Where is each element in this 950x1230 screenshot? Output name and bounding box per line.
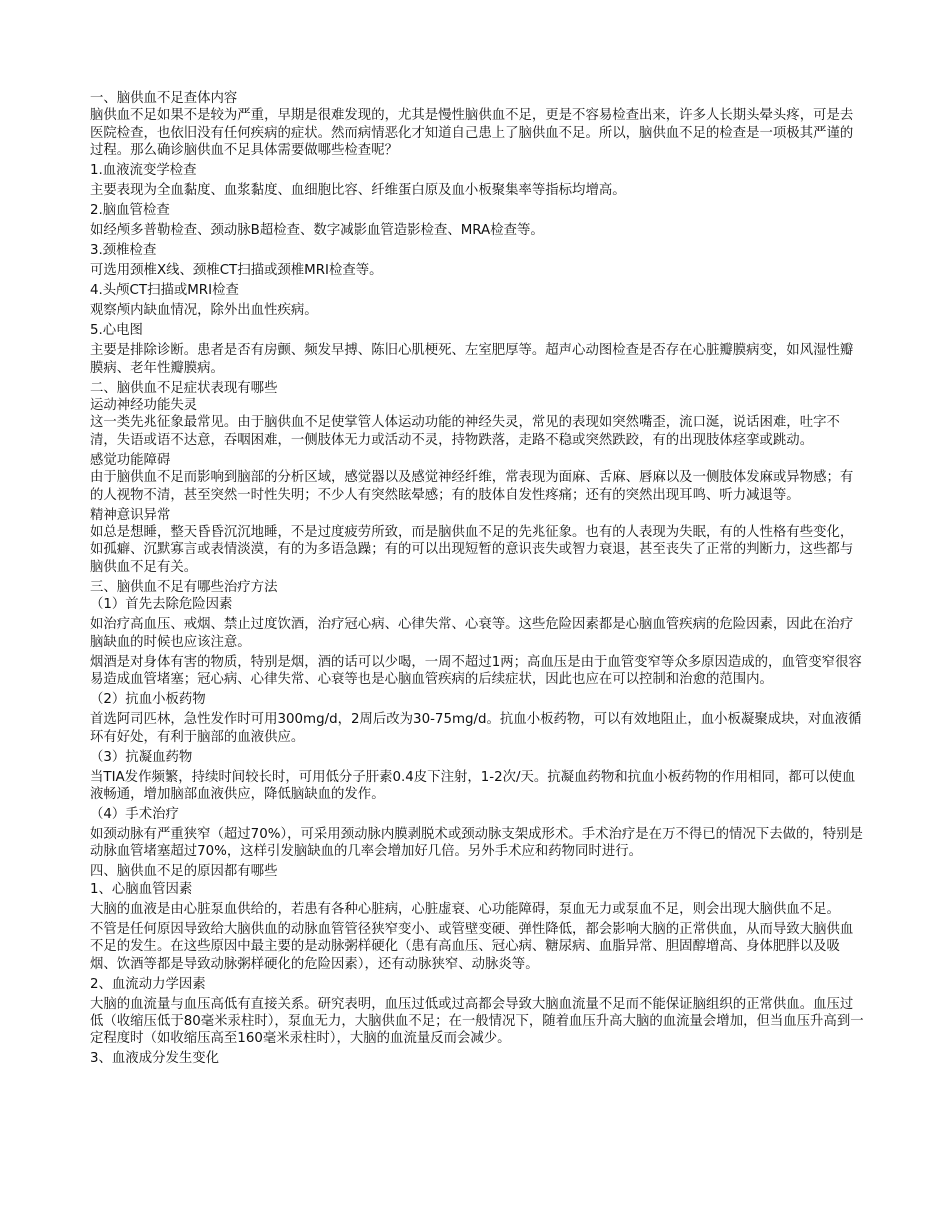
body-paragraph: 如经颅多普勒检查、颈动脉B超检查、数字减影血管造影检查、MRA检查等。 <box>90 223 544 239</box>
body-paragraph: 大脑的血流量与血压高低有直接关系。研究表明，血压过低或过高都会导致大脑血流量不足而不能保证脑组织的正常供血。血压过低（收缩压低于80毫米汞柱时），泵血无力，大脑供血不足；在一般情况下，随着血压升高大脑的血流量会增加，但当血压升高到一定程度时（如收缩压高至160毫米汞柱时），大脑的血流量反而会减少。 <box>90 996 864 1047</box>
section-heading: 精神意识异常 <box>90 507 171 523</box>
body-paragraph: 大脑的血液是由心脏泵血供给的，若患有各种心脏病，心脏虚衰、心功能障碍，泵血无力或泵血不足，则会出现大脑供血不足。 <box>90 901 840 917</box>
section-heading: 感觉功能障碍 <box>90 452 171 468</box>
body-paragraph: 不管是任何原因导致给大脑供血的动脉血管管径狭窄变小、或管壁变硬、弹性降低，都会影响大脑的正常供血，从而导致大脑供血不足的发生。在这些原因中最主要的是动脉粥样硬化（患有高血压、冠心病、糖尿病、血脂异常、胆固醇增高、身体肥胖以及吸烟、饮酒等都是导致动脉粥样硬化的危险因素），还有动脉狭窄、动脉炎等。 <box>90 921 854 972</box>
subsection-heading: （1）首先去除危险因素 <box>90 597 233 613</box>
subsection-heading: 1.血液流变学检查 <box>90 163 197 179</box>
subsection-heading: 3.颈椎检查 <box>90 243 157 259</box>
subsection-heading: 5.心电图 <box>90 323 143 339</box>
subsection-heading: 3、血液成分发生变化 <box>90 1051 220 1067</box>
body-paragraph: 观察颅内缺血情况，除外出血性疾病。 <box>90 303 318 319</box>
body-paragraph: 如治疗高血压、戒烟、禁止过度饮酒，治疗冠心病、心律失常、心衰等。这些危险因素都是心脑血管疾病的危险因素，因此在治疗脑缺血的时候也应该注意。 <box>90 617 854 650</box>
body-paragraph: 首选阿司匹林，急性发作时可用300mg/d，2周后改为30-75mg/d。抗血小板药物，可以有效地阻止，血小板凝聚成块，对血液循环有好处，有利于脑部的血液供应。 <box>90 712 862 745</box>
document-body <box>90 90 865 1070</box>
section-heading: 三、脑供血不足有哪些治疗方法 <box>90 579 278 595</box>
section-heading: 一、脑供血不足查体内容 <box>90 91 238 106</box>
subsection-heading: （4）手术治疗 <box>90 806 179 822</box>
body-paragraph: 主要是排除诊断。患者是否有房颤、频发早搏、陈旧心肌梗死、左室肥厚等。超声心动图检查是否存在心脏瓣膜病变，如风湿性瓣膜病、老年性瓣膜病。 <box>90 343 854 376</box>
subsection-heading: 4.头颅CT扫描或MRI检查 <box>90 283 239 299</box>
body-paragraph: 主要表现为全血黏度、血浆黏度、血细胞比容、纤维蛋白原及血小板聚集率等指标均增高。 <box>90 183 626 199</box>
body-paragraph: 可选用颈椎X线、颈椎CT扫描或颈椎MRI检查等。 <box>90 263 383 279</box>
body-paragraph: 脑供血不足如果不是较为严重，早期是很难发现的，尤其是慢性脑供血不足，更是不容易检查出来，许多人长期头晕头疼，可是去医院检查，也依旧没有任何疾病的症状。然而病情恶化才知道自己患上了脑供血不足。所以，脑供血不足的检查是一项极其严谨的过程。那么确诊脑供血不足具体需要做哪些检查呢？ <box>90 108 854 159</box>
body-paragraph: 这一类先兆征象最常见。由于脑供血不足使掌管人体运动功能的神经失灵，常见的表现如突然嘴歪，流口涎，说话困难，吐字不清，失语或语不达意，吞咽困难，一侧肢体无力或活动不灵，持物跌落，走路不稳或突然跌跤，有的出现肢体痉挛或跳动。 <box>90 415 840 448</box>
subsection-heading: 1、心脑血管因素 <box>90 881 193 897</box>
body-paragraph: 烟酒是对身体有害的物质，特别是烟，酒的话可以少喝，一周不超过1两；高血压是由于血管变窄等众多原因造成的，血管变窄很容易造成血管堵塞；冠心病、心律失常、心衰等也是心脑血管疾病的后续症状，因此也应在可以控制和治愈的范围内。 <box>90 654 862 688</box>
section-heading: 四、脑供血不足的原因都有哪些 <box>90 864 278 880</box>
subsection-heading: （3）抗凝血药物 <box>90 749 193 765</box>
subsection-heading: 2.脑血管检查 <box>90 203 170 219</box>
subsection-heading: （2）抗血小板药物 <box>90 692 206 708</box>
body-paragraph: 如颈动脉有严重狭窄（超过70%），可采用颈动脉内膜剥脱术或颈动脉支架成形术。手术治疗是在万不得已的情况下去做的，特别是动脉血管堵塞超过70%，这样引发脑缺血的几率会增加好几倍。另外手术应和药物同时进行。 <box>90 826 863 860</box>
body-paragraph: 当TIA发作频繁，持续时间较长时，可用低分子肝素0.4皮下注射，1-2次/天。抗凝血药物和抗血小板药物的作用相同，都可以使血液畅通，增加脑部血液供应，降低脑缺血的发作。 <box>90 769 856 802</box>
subsection-heading: 2、血流动力学因素 <box>90 976 206 992</box>
section-heading: 二、脑供血不足症状表现有哪些 <box>90 380 278 396</box>
section-heading: 运动神经功能失灵 <box>90 398 198 414</box>
body-paragraph: 由于脑供血不足而影响到脑部的分析区域，感觉器以及感觉神经纤维，常表现为面麻、舌麻、唇麻以及一侧肢体发麻或异物感；有的人视物不清，甚至突然一时性失明；不少人有突然眩晕感；有的肢体自发性疼痛；还有的突然出现耳鸣、听力减退等。 <box>90 470 854 503</box>
body-paragraph: 如总是想睡，整天昏昏沉沉地睡，不是过度疲劳所致，而是脑供血不足的先兆征象。也有的人表现为失眠，有的人性格有些变化，如孤癖、沉默寡言或表情淡漠，有的为多语急躁；有的可以出现短暂的意识丧失或智力衰退，甚至丧失了正常的判断力，这些都与脑供血不足有关。 <box>90 525 854 575</box>
